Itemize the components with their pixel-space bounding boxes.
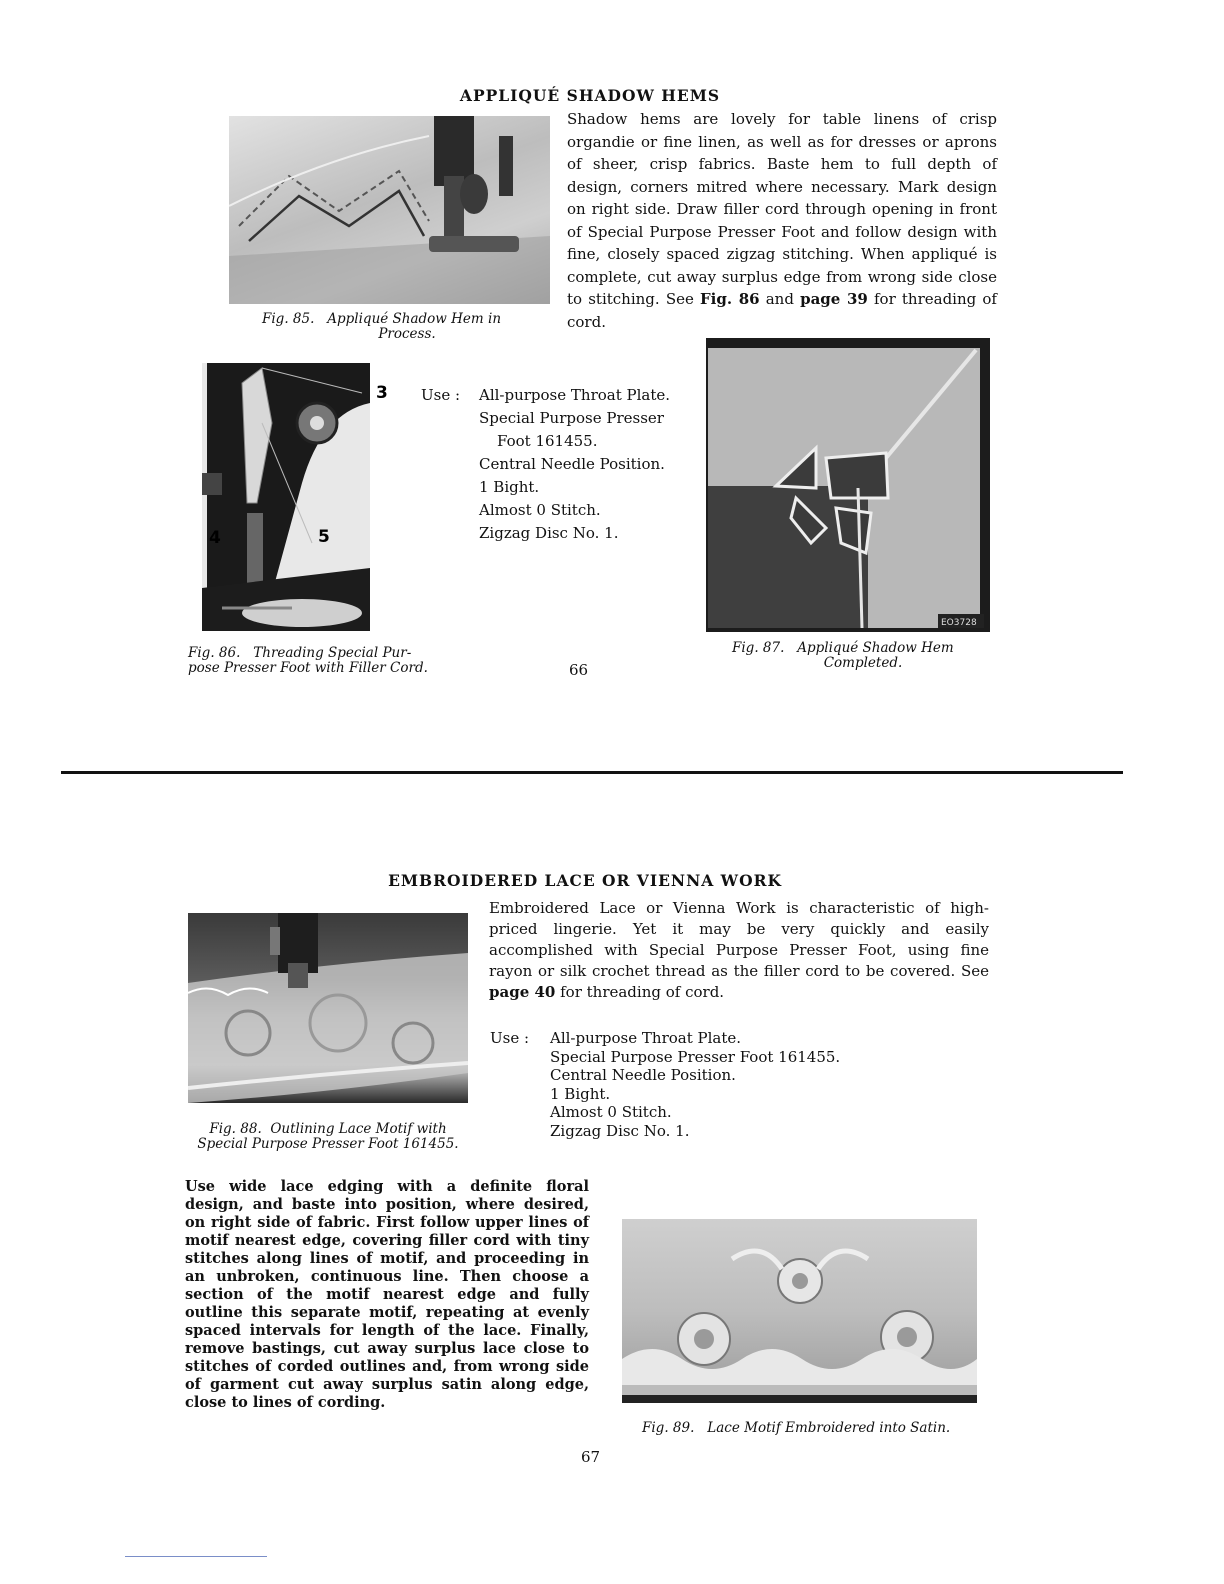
page-number-67: 67 bbox=[581, 1448, 601, 1466]
fig89-caption bbox=[642, 1421, 982, 1436]
fig88-number: Fig. 88. bbox=[209, 1121, 262, 1137]
bottom-use-item: All-purpose Throat Plate. bbox=[550, 1029, 742, 1047]
top-use-label: Use : bbox=[421, 386, 461, 404]
section-title-applique: APPLIQUÉ SHADOW HEMS bbox=[459, 86, 721, 105]
fig86-photo bbox=[202, 363, 370, 631]
fig87-stamp: EO3728 bbox=[941, 618, 977, 628]
fig87-caption-line1: Appliqué Shadow Hem bbox=[797, 640, 954, 656]
footer-line bbox=[125, 1556, 267, 1557]
bottom-use-list bbox=[550, 1029, 870, 1140]
top-use-item: Central Needle Position. bbox=[479, 455, 665, 473]
vienna-paragraph bbox=[489, 898, 989, 1003]
fig87-number: Fig. 87. bbox=[732, 640, 785, 656]
applique-text-2: and bbox=[759, 290, 801, 308]
fig85-caption-line1: Appliqué Shadow Hem in bbox=[327, 311, 502, 327]
fig86-callout-3: 3 bbox=[376, 383, 388, 403]
top-use-item: All-purpose Throat Plate. bbox=[479, 386, 671, 404]
section-title-vienna: EMBROIDERED LACE OR VIENNA WORK bbox=[388, 871, 782, 890]
page-divider bbox=[61, 771, 1123, 774]
fig88-caption bbox=[188, 1122, 468, 1152]
bottom-use-label: Use : bbox=[490, 1029, 530, 1047]
fig87-caption bbox=[732, 641, 994, 671]
fig87-caption-line2: Completed. bbox=[823, 655, 903, 671]
fig87-photo bbox=[706, 338, 990, 632]
bottom-use-item: Zigzag Disc No. 1. bbox=[550, 1121, 690, 1140]
bottom-use-item: Almost 0 Stitch. bbox=[550, 1103, 672, 1121]
vienna-text-2: for threading of cord. bbox=[555, 983, 725, 1001]
fig85-caption-line2: Process. bbox=[378, 326, 436, 342]
lace-paragraph: Use wide lace edging with a definite floral design, and baste into position, where desired, on right side of fabric. First follow upper lines of motif nearest edge, covering filler cord with tiny stitches along lines of motif, and proceeding in an unbroken, continuous line. Then choose a section of the motif nearest edge and fully outline this separate motif, repeating at evenly spaced intervals for length of the lace. Finally, remove bastings, cut away surplus lace close to stitches of corded outlines and, from wrong side of garment cut away surplus satin along edge, close to lines of cording. bbox=[185, 1178, 589, 1411]
fig86-caption-line1: Threading Special Pur- bbox=[253, 645, 412, 661]
fig89-photo bbox=[622, 1219, 977, 1403]
top-use-item: Zigzag Disc No. 1. bbox=[479, 524, 619, 542]
applique-text-3: for threading of cord. bbox=[567, 290, 997, 331]
fig88-caption-line2: Special Purpose Presser Foot 161455. bbox=[197, 1136, 459, 1152]
bottom-use-item: 1 Bight. bbox=[550, 1084, 611, 1103]
page-number-66: 66 bbox=[569, 661, 589, 679]
fig85-number: Fig. 85. bbox=[262, 311, 315, 327]
fig88-caption-line1: Outlining Lace Motif with bbox=[270, 1121, 447, 1137]
fig85-photo bbox=[229, 116, 550, 304]
fig86-callout-5: 5 bbox=[318, 527, 330, 547]
fig85-caption bbox=[262, 312, 552, 342]
bottom-use-item: Special Purpose Presser Foot 161455. bbox=[550, 1047, 841, 1066]
vienna-ref-page40: page 40 bbox=[489, 983, 556, 1001]
fig89-number: Fig. 89. bbox=[642, 1420, 695, 1436]
applique-ref-fig86: Fig. 86 bbox=[700, 290, 760, 308]
top-use-item: 1 Bight. bbox=[479, 478, 540, 496]
top-use-list bbox=[479, 384, 694, 545]
fig86-number: Fig. 86. bbox=[188, 645, 241, 661]
applique-text-1: Shadow hems are lovely for table linens of crisp organdie or fine linen, as well as for dresses or aprons of sheer, crisp fabrics. Baste hem to full depth of design, corners mitred where necessary. Mark design on right side. Draw filler cord through opening in front of Special Purpose Presser Foot and follow design with fine, closely spaced zigzag stitching. When appliqué is complete, cut away surplus edge from wrong side close to stitching. See bbox=[567, 110, 997, 308]
fig86-callout-4: 4 bbox=[209, 528, 221, 548]
vienna-text-1: Embroidered Lace or Vienna Work is characteristic of high-priced lingerie. Yet it may be very quickly and easily accomplished with Special Purpose Presser Foot, using fine rayon or silk crochet thread as the filler cord to be covered. See bbox=[489, 899, 989, 980]
bottom-use-item: Central Needle Position. bbox=[550, 1066, 736, 1084]
applique-ref-page39: page 39 bbox=[800, 290, 868, 308]
applique-paragraph bbox=[567, 108, 997, 333]
fig86-caption bbox=[188, 646, 448, 676]
top-use-item: Special Purpose Presser bbox=[479, 409, 664, 427]
fig88-photo bbox=[188, 913, 468, 1103]
top-use-item: Foot 161455. bbox=[497, 432, 598, 450]
fig88-caption-top bbox=[188, 1122, 468, 1137]
fig86-caption-line2: pose Presser Foot with Filler Cord. bbox=[188, 660, 428, 676]
top-use-item: Almost 0 Stitch. bbox=[479, 501, 601, 519]
fig89-caption-text: Lace Motif Embroidered into Satin. bbox=[707, 1420, 951, 1436]
